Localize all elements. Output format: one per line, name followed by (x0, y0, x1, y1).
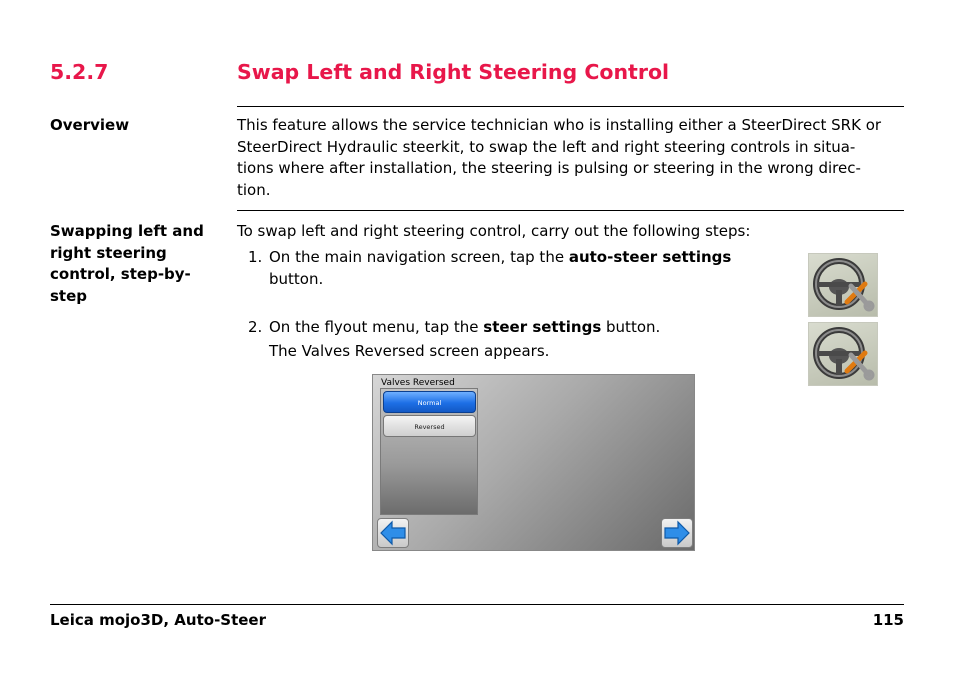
overview-line: tion. (237, 180, 271, 199)
auto-steer-settings-label: auto-steer settings (568, 248, 732, 266)
right-arrow-icon (662, 519, 692, 547)
step-1-text: On the main navigation screen, tap the auto-steer settings button. (269, 248, 732, 288)
back-button[interactable] (377, 518, 409, 548)
swapping-intro: To swap left and right steering control, carry out the following steps: (237, 222, 751, 240)
section-title: Swap Left and Right Steering Control (237, 60, 670, 84)
step-2-result: The Valves Reversed screen appears. (269, 342, 550, 360)
overview-line: tions where after installation, the steering is pulsing or steering in the wrong direc- (237, 159, 861, 177)
step-1-number: 1. (248, 248, 263, 266)
reversed-option-button[interactable]: Reversed (383, 415, 476, 437)
footer-divider (50, 604, 904, 605)
divider (237, 106, 904, 107)
normal-option-button[interactable]: Normal (383, 391, 476, 413)
overview-line: This feature allows the service technician who is installing either a SteerDirect SRK or (237, 116, 882, 134)
page-number: 115 (872, 611, 904, 629)
steer-settings-icon (808, 322, 878, 386)
overview-heading: Overview (50, 116, 130, 134)
step-2-text: On the flyout menu, tap the steer settings button. (269, 318, 661, 336)
next-button[interactable] (661, 518, 693, 548)
section-number: 5.2.7 (50, 60, 109, 84)
overview-paragraph (237, 115, 904, 201)
overview-line: SteerDirect Hydraulic steerkit, to swap the left and right steering controls in situa- (237, 137, 856, 156)
auto-steer-settings-icon (808, 253, 878, 317)
valve-option-panel (380, 388, 478, 515)
screen-title: Valves Reversed (381, 378, 455, 388)
step-2-number: 2. (248, 318, 263, 336)
valves-reversed-screen (372, 374, 695, 551)
divider (237, 210, 904, 211)
steer-settings-label: steer settings (483, 318, 602, 336)
footer-title: Leica mojo3D, Auto-Steer (50, 611, 267, 629)
left-arrow-icon (378, 519, 408, 547)
swapping-heading: Swapping left and right steering control, step-by- step (50, 222, 204, 305)
